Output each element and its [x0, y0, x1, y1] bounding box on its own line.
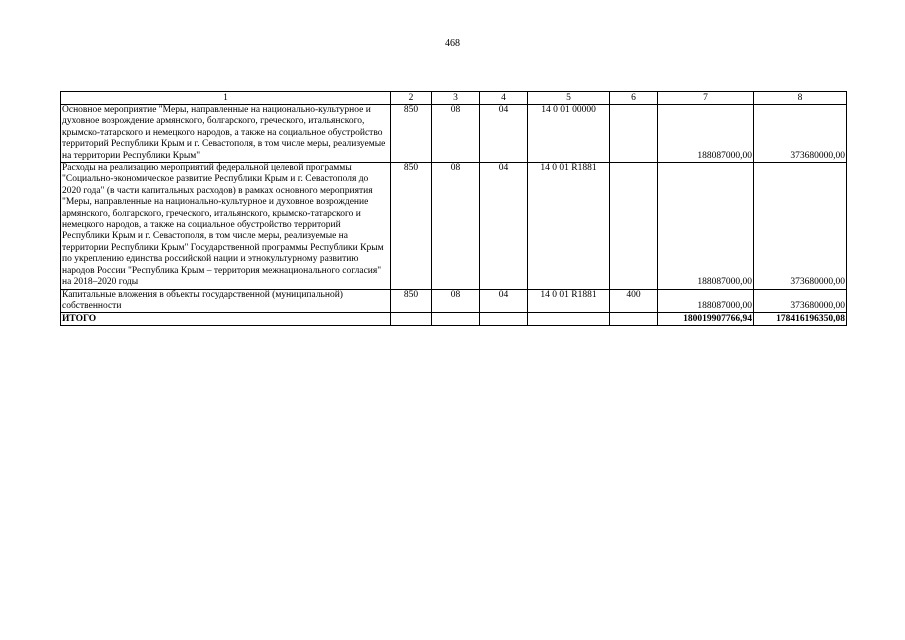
- row-amount-col7-value: 188087000,00: [697, 150, 752, 161]
- row-code-expense-type: 400: [610, 289, 658, 313]
- row-code-ministry: 850: [391, 105, 432, 163]
- table-header-row: [61, 92, 847, 105]
- header-cell: 6: [610, 92, 658, 105]
- header-cell: 2: [391, 92, 432, 105]
- row-code-section: 08: [432, 289, 480, 313]
- total-amount-col8: 178416196350,08: [754, 313, 847, 326]
- header-cell: 7: [658, 92, 754, 105]
- header-cell: 5: [528, 92, 610, 105]
- total-empty-cell: [480, 313, 528, 326]
- row-code-subsection: 04: [480, 105, 528, 163]
- row-code-expense-type: [610, 105, 658, 163]
- total-label: ИТОГО: [61, 313, 391, 326]
- row-amount-col7-value: 188087000,00: [697, 277, 752, 288]
- total-empty-cell: [391, 313, 432, 326]
- row-amount-col7: [658, 163, 754, 289]
- row-amount-col7: [658, 289, 754, 313]
- total-amount-col7: 180019907766,94: [658, 313, 754, 326]
- total-empty-cell: [610, 313, 658, 326]
- row-amount-col7: [658, 105, 754, 163]
- row-code-subsection: 04: [480, 289, 528, 313]
- budget-table: [60, 91, 847, 326]
- total-empty-cell: [432, 313, 480, 326]
- row-description: Расходы на реализацию мероприятий федеральной целевой программы "Социально-экономическое развитие Республики Крым и г. Севастополя до 2020 года" (в части капитальных расходов) в рамках основного мероприятия "Меры, направленные на национально-культурное и духовное возрождение армянского, болгарского, греческого, итальянского, крымско-татарского и немецкого народов, а также на социальное обустройство территорий Республики Крым и г. Севастополя, в том числе меры, реализуемые на территории Республики Крым" Государственной программы Республики Крым по укреплению единства российской нации и этнокультурному развитию народов России "Республика Крым – территория межнационального согласия" на 2018–2020 годы: [61, 163, 391, 289]
- table-row: [61, 289, 847, 313]
- row-code-expense-type: [610, 163, 658, 289]
- table-row: [61, 105, 847, 163]
- header-cell: 8: [754, 92, 847, 105]
- row-description: Капитальные вложения в объекты государственной (муниципальной) собственности: [61, 289, 391, 313]
- row-amount-col8-value: 373680000,00: [790, 150, 845, 161]
- row-amount-col8-value: 373680000,00: [790, 300, 845, 311]
- total-row: [61, 313, 847, 326]
- row-description: Основное мероприятие "Меры, направленные на национально-культурное и духовное возрождение армянского, болгарского, греческого, итальянского, крымско-татарского и немецкого народов, а также на социальное обустройство территорий Республики Крым и г. Севастополя, в том числе меры, реализуемые на территории Республики Крым": [61, 105, 391, 163]
- row-amount-col8: [754, 105, 847, 163]
- header-cell: 3: [432, 92, 480, 105]
- page-number: 468: [445, 38, 460, 49]
- row-code-target: 14 0 01 00000: [528, 105, 610, 163]
- row-code-subsection: 04: [480, 163, 528, 289]
- header-cell: 1: [61, 92, 391, 105]
- row-code-ministry: 850: [391, 289, 432, 313]
- row-code-target: 14 0 01 R1881: [528, 163, 610, 289]
- row-code-section: 08: [432, 105, 480, 163]
- total-empty-cell: [528, 313, 610, 326]
- row-amount-col8: [754, 163, 847, 289]
- row-code-section: 08: [432, 163, 480, 289]
- row-code-target: 14 0 01 R1881: [528, 289, 610, 313]
- row-amount-col8-value: 373680000,00: [790, 277, 845, 288]
- row-code-ministry: 850: [391, 163, 432, 289]
- table-row: [61, 163, 847, 289]
- header-cell: 4: [480, 92, 528, 105]
- row-amount-col8: [754, 289, 847, 313]
- row-amount-col7-value: 188087000,00: [697, 300, 752, 311]
